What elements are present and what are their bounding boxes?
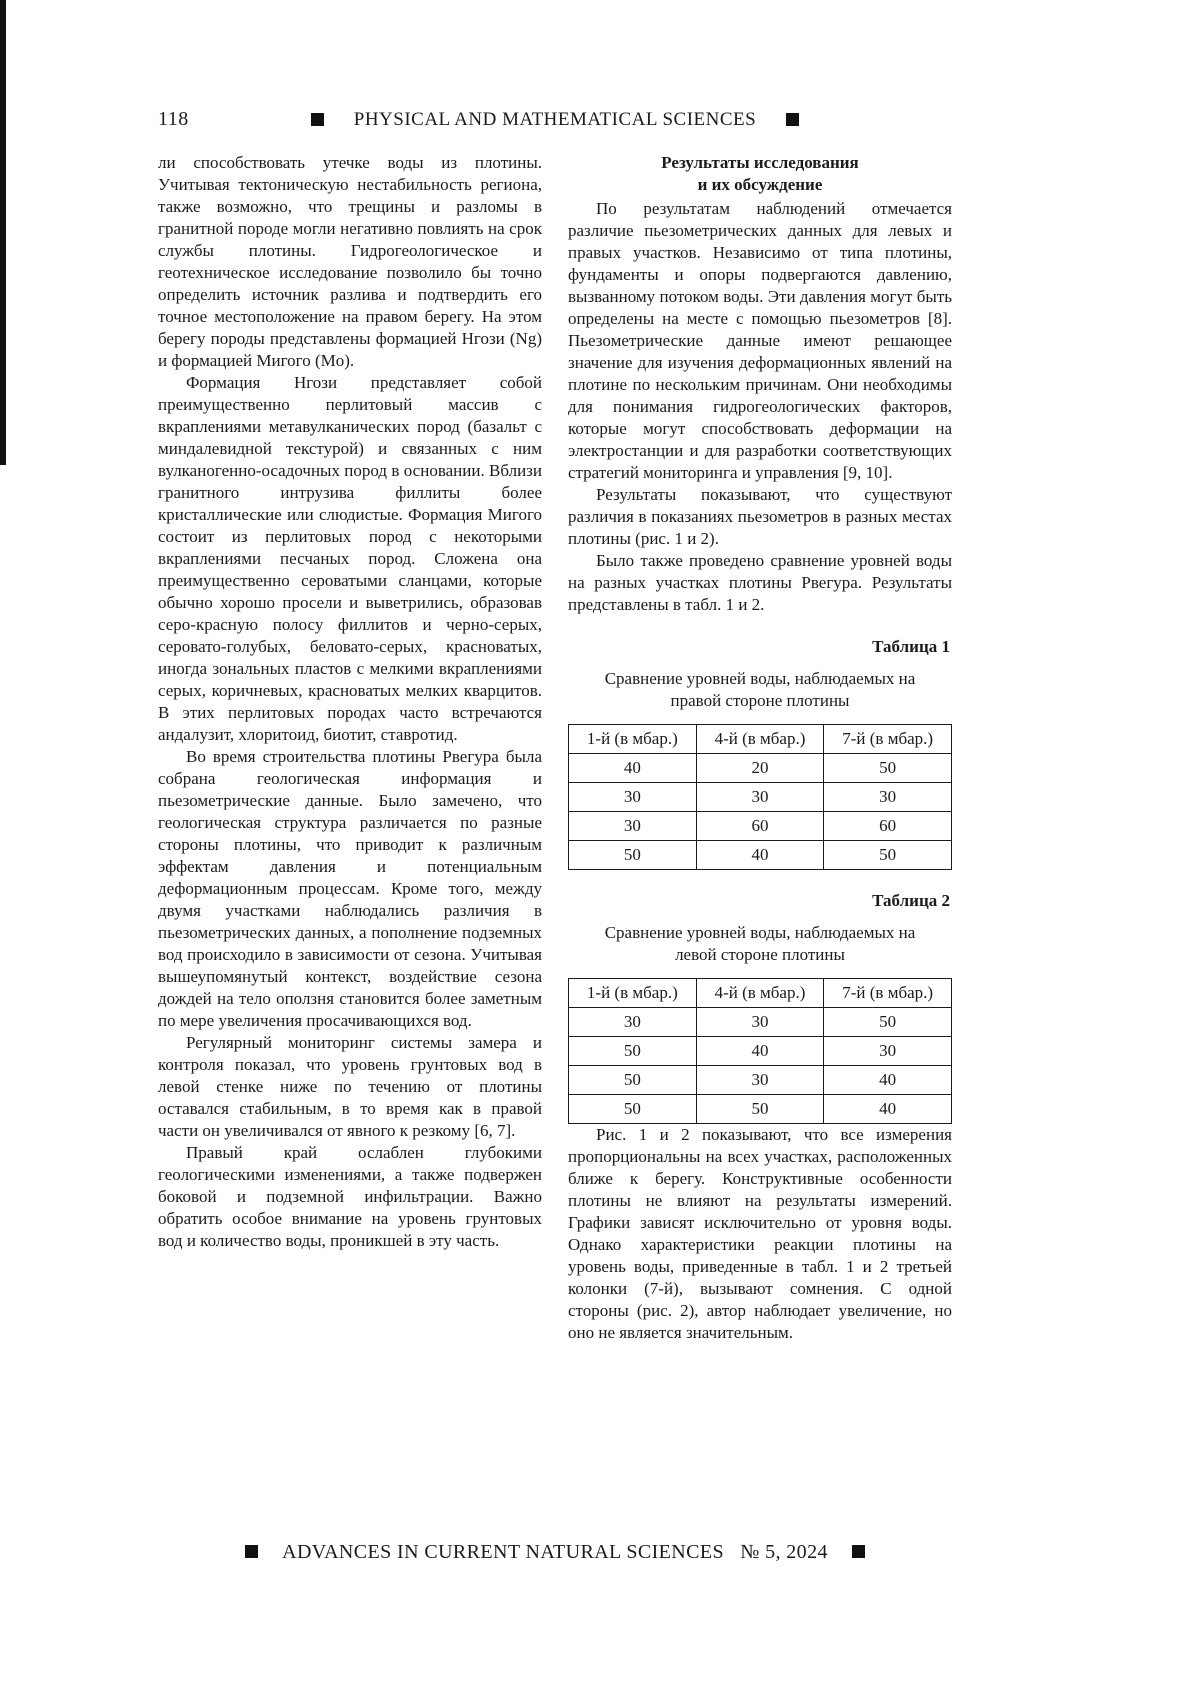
paragraph: Регулярный мониторинг системы замера и контроля показал, что уровень грунтовых вод в левой стенке ниже по течению от плотины оставался стабильным, в то время как в правой части он увеличивался от явного к резкому [6, 7].: [158, 1033, 542, 1140]
decorative-square-icon: [311, 113, 324, 126]
table-row: [569, 783, 952, 812]
table-row: [569, 1066, 952, 1095]
table-cell: 50: [824, 841, 952, 870]
table-column-header: 4-й (в мбар.): [696, 979, 824, 1008]
table-label: Таблица 2: [872, 891, 950, 910]
table-cell: 50: [569, 1037, 697, 1066]
table-cell: 40: [696, 841, 824, 870]
paragraph: Результаты показывают, что существуют различия в показаниях пьезометров в разных местах плотины (рис. 1 и 2).: [568, 485, 952, 548]
table-cell: 50: [569, 841, 697, 870]
table-block-1: [568, 636, 952, 870]
table-cell: 30: [824, 783, 952, 812]
running-head-title: PHYSICAL AND MATHEMATICAL SCIENCES: [353, 109, 757, 130]
decorative-square-icon: [852, 1545, 865, 1558]
table-cell: 30: [824, 1037, 952, 1066]
section-heading: [568, 152, 952, 196]
table-column-header: 7-й (в мбар.): [824, 979, 952, 1008]
table-block-2: [568, 890, 952, 1124]
table-cell: 40: [824, 1066, 952, 1095]
table-row: [569, 1037, 952, 1066]
page-number: 118: [158, 108, 189, 130]
table-cell: 40: [824, 1095, 952, 1124]
table-cell: 50: [569, 1095, 697, 1124]
table-cell: 30: [569, 783, 697, 812]
water-level-table-right-side: [568, 724, 952, 870]
paragraph: Было также проведено сравнение уровней воды на разных участках плотины Рвегура. Результаты представлены в табл. 1 и 2.: [568, 551, 952, 614]
paragraph: Формация Нгози представляет собой преимущественно перлитовый массив с вкраплениями метавулканических пород (базальт с миндалевидной текстурой) и связанных с ним вулканогенно-осадочных пород в основании. Вблизи гранитного интрузива филлиты более кристаллические или слюдистые. Формация Мигого состоит из перлитовых пород с некоторыми вкраплениями песчаных пород. Сложена она преимущественно сероватыми сланцами, которые обычно хорошо просели и выветрились, образовав серо-красную полосу филлитов и черно-серых, серовато-голубых, беловато-серых, красноватых, иногда зональных пластов с мелкими вкраплениями серых, коричневых, красноватых мелких кварцитов. В этих перлитовых породах часто встречаются андалузит, хлоритоид, биотит, ставротид.: [158, 373, 542, 744]
table-cell: 30: [569, 1008, 697, 1037]
table-column-header: 7-й (в мбар.): [824, 725, 952, 754]
table-cell: 60: [824, 812, 952, 841]
paragraph: Рис. 1 и 2 показывают, что все измерения пропорциональны на всех участках, расположенных ближе к берегу. Конструктивные особенности плотины не влияют на результаты измерений. Графики зависят исключительно от уровня воды. Однако характеристики реакции плотины на уровень воды, приведенные в табл. 1 и 2 третьей колонки (7-й), вызывают сомнения. С одной стороны (рис. 2), автор наблюдает увеличение, но оно не является значительным.: [568, 1125, 952, 1342]
water-level-table-left-side: [568, 978, 952, 1124]
table-cell: 50: [696, 1095, 824, 1124]
table-row: [569, 1008, 952, 1037]
paragraph: ли способствовать утечке воды из плотины. Учитывая тектоническую нестабильность региона, также возможно, что трещины и разломы в гранитной породе могли негативно повлиять на срок службы плотины. Гидрогеологическое и геотехническое исследование позволило бы точно определить источник разлива и подтвердить его точное местоположение на правом берегу. На этом берегу породы представлены формацией Нгози (Ng) и формацией Мигого (Mo).: [158, 153, 542, 370]
table-row: [569, 812, 952, 841]
table-cell: 50: [824, 754, 952, 783]
decorative-square-icon: [786, 113, 799, 126]
table-caption: Сравнение уровней воды, наблюдаемых на правой стороне плотины: [604, 669, 916, 710]
table-cell: 50: [824, 1008, 952, 1037]
paragraph: Правый край ослаблен глубокими геологическими изменениями, а также подвержен боковой и подземной инфильтрации. Важно обратить особое внимание на уровень грунтовых вод и количество воды, проникшей в эту часть.: [158, 1143, 542, 1250]
table-column-header: 1-й (в мбар.): [569, 725, 697, 754]
table-cell: 50: [569, 1066, 697, 1095]
table-cell: 40: [696, 1037, 824, 1066]
running-head: [158, 106, 952, 134]
table-cell: 60: [696, 812, 824, 841]
paragraph: По результатам наблюдений отмечается различие пьезометрических данных для левых и правых участков. Независимо от типа плотины, фундаменты и опоры подвергаются давлению, вызванному потоком воды. Эти давления могут быть определены на месте с помощью пьезометров [8]. Пьезометрические данные имеют решающее значение для изучения деформационных явлений на плотине по нескольким причинам. Они необходимы для понимания гидрогеологических факторов, которые могут способствовать деформации на электростанции и для разработки соответствующих стратегий мониторинга и управления [9, 10].: [568, 199, 952, 482]
table-cell: 30: [696, 1066, 824, 1095]
table-caption: Сравнение уровней воды, наблюдаемых на левой стороне плотины: [604, 923, 916, 964]
right-column: [568, 152, 952, 1344]
table-row: [569, 754, 952, 783]
table-column-header: 4-й (в мбар.): [696, 725, 824, 754]
table-cell: 30: [569, 812, 697, 841]
table-cell: 30: [696, 1008, 824, 1037]
decorative-square-icon: [245, 1545, 258, 1558]
page-header: [158, 106, 952, 134]
section-heading-line: Результаты исследования: [661, 153, 859, 172]
article-body: [158, 152, 952, 1344]
section-heading-line: и их обсуждение: [697, 175, 823, 194]
table-row: [569, 1095, 952, 1124]
footer-issue: № 5, 2024: [740, 1541, 828, 1563]
table-cell: 20: [696, 754, 824, 783]
table-label: Таблица 1: [872, 637, 950, 656]
table-cell: 30: [696, 783, 824, 812]
table-header-row: [569, 979, 952, 1008]
table-column-header: 1-й (в мбар.): [569, 979, 697, 1008]
footer-journal-title: ADVANCES IN CURRENT NATURAL SCIENCES: [282, 1541, 724, 1563]
scan-edge-artifact: [0, 0, 6, 465]
page-footer: [158, 1538, 952, 1566]
paragraph: Во время строительства плотины Рвегура была собрана геологическая информация и пьезометрические данные. Было замечено, что геологическая структура различается по разные стороны плотины, что приводит к различным эффектам давления и потенциальным деформационным процессам. Кроме того, между двумя участками наблюдались различия в пьезометрических данных, а пополнение подземных вод происходило в зависимости от сезона. Учитывая вышеупомянутый контекст, воздействие сезона дождей на тело оползня становится более заметным по мере увеличения просачивающихся вод.: [158, 747, 542, 1030]
table-row: [569, 841, 952, 870]
table-cell: 40: [569, 754, 697, 783]
left-column: [158, 152, 542, 1344]
table-header-row: [569, 725, 952, 754]
